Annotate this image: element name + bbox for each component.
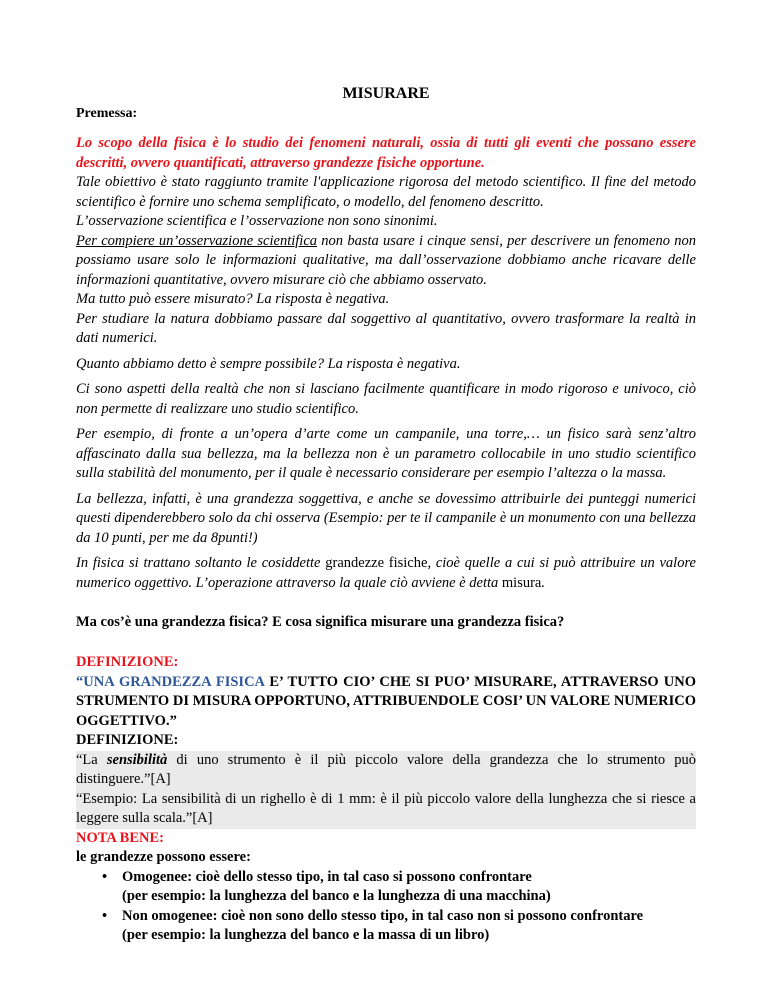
list-item-line: (per esempio: la lunghezza del banco e la massa di un libro) — [122, 927, 490, 943]
definition-text: “La — [76, 751, 107, 768]
paragraph-sempre-possibile: Quanto abbiamo detto è sempre possibile? La risposta è negativa. — [76, 355, 461, 372]
term-grandezza-fisica: UNA GRANDEZZA FISICA — [83, 673, 265, 690]
intro-statement: Lo scopo della fisica è lo studio dei fenomeni naturali, ossia di tutti gli eventi che possano essere descritti, ovvero quantificati, attraverso grandezze fisiche opportune. — [76, 135, 696, 171]
paragraph-text: , cioè quelle a cui si può attribuire un valore numerico oggettivo. L’operazione attraverso la quale ciò avviene è detta — [76, 555, 696, 591]
definition-grandezza-fisica — [76, 673, 696, 732]
example-righello: “Esempio: La sensibilità di un righello è di 1 mm: è il più piccolo valore della lunghezza che si riesce a leggere sulla scala.”[A] — [76, 790, 696, 829]
page-title: MISURARE — [342, 85, 430, 102]
paragraph-bellezza: La bellezza, infatti, è una grandezza soggettiva, e anche se dovessimo attribuirle dei punteggi numerici questi dipenderebbero solo da chi osserva (Esempio: per te il campanile è un monumento con una bellezza da 10 punti, per me da 8punti!) — [76, 490, 696, 546]
term-grandezze-fisiche: grandezze fisiche — [325, 555, 428, 571]
paragraph-text: non basta usare i cinque sensi, per descrivere un fenomeno non possiamo usare solo le informazioni qualitative, ma dall’osservazione dobbiamo anche ricavare delle informazioni quantitative, ovvero misurare ciò che abbiamo osservato. — [76, 232, 696, 288]
paragraph-domanda-misura: Ma tutto può essere misurato? La risposta è negativa. — [76, 291, 390, 307]
section-question: Ma cos’è una grandezza fisica? E cosa significa misurare una grandezza fisica? — [76, 614, 565, 630]
paragraph-grandezze-fisiche — [76, 554, 696, 593]
paragraph-osservazione-scientifica — [76, 232, 696, 291]
list-item — [122, 868, 696, 907]
paragraph-aspetti-realta: Ci sono aspetti della realtà che non si lasciano facilmente quantificare in modo rigoroso e univoco, ciò non permette di realizzare uno studio scientifico. — [76, 381, 696, 417]
list-item — [122, 907, 696, 946]
definition-text: E’ TUTTO CIO’ CHE SI PUO’ MISURARE, ATTRAVERSO UNO STRUMENTO DI MISURA OPPORTUNO, ATTRIBUENDOLE COSI’ UN VALORE NUMERICO OGGETTIVO.” — [76, 673, 696, 729]
definition-text: di uno strumento è il più piccolo valore della grandezza che lo strumento può distinguere.”[A] — [76, 751, 697, 787]
definition-label-2: DEFINIZIONE: — [76, 732, 179, 748]
list-item-line: Non omogenee: cioè non sono dello stesso tipo, in tal caso non si possono confrontare — [122, 907, 644, 924]
definition-label-1: DEFINIZIONE: — [76, 654, 179, 670]
paragraph-text: In fisica si trattano soltanto le cosiddette — [76, 555, 326, 571]
grandezze-list — [76, 868, 696, 946]
quote-mark: “ — [76, 673, 84, 690]
term-sensibilita: sensibilità — [106, 751, 168, 768]
list-item-line: (per esempio: la lunghezza del banco e la lunghezza di una macchina) — [122, 888, 551, 904]
list-item-line: Omogenee: cioè dello stesso tipo, in tal caso si possono confrontare — [122, 868, 532, 885]
nota-intro: le grandezze possono essere: — [76, 849, 251, 865]
underlined-phrase: Per compiere un’osservazione scientifica — [76, 232, 318, 249]
term-misura: misura — [501, 574, 542, 591]
premessa-heading: Premessa: — [76, 106, 138, 121]
paragraph-text: . — [541, 574, 545, 591]
paragraph-osservazione: L’osservazione scientifica e l’osservazione non sono sinonimi. — [76, 213, 438, 229]
definition-sensibilita — [76, 751, 696, 790]
document-page — [76, 84, 696, 946]
paragraph-soggettivo: Per studiare la natura dobbiamo passare dal soggettivo al quantitativo, ovvero trasformare la realtà in dati numerici. — [76, 310, 696, 346]
nota-bene-label: NOTA BENE: — [76, 829, 164, 846]
paragraph-metodo: Tale obiettivo è stato raggiunto tramite l'applicazione rigorosa del metodo scientifico. Il fine del metodo scientifico è fornire uno schema semplificato, o modello, del fenomeno descritto. — [76, 174, 696, 210]
paragraph-esempio-campanile: Per esempio, di fronte a un’opera d’arte come un campanile, una torre,… un fisico sarà senz’altro affascinato dalla sua bellezza, ma la bellezza non è un parametro collocabile in uno studio scientifico sulla stabilità del monumento, per il quale è necessario considerare per esempio l’altezza o la massa. — [76, 426, 696, 481]
